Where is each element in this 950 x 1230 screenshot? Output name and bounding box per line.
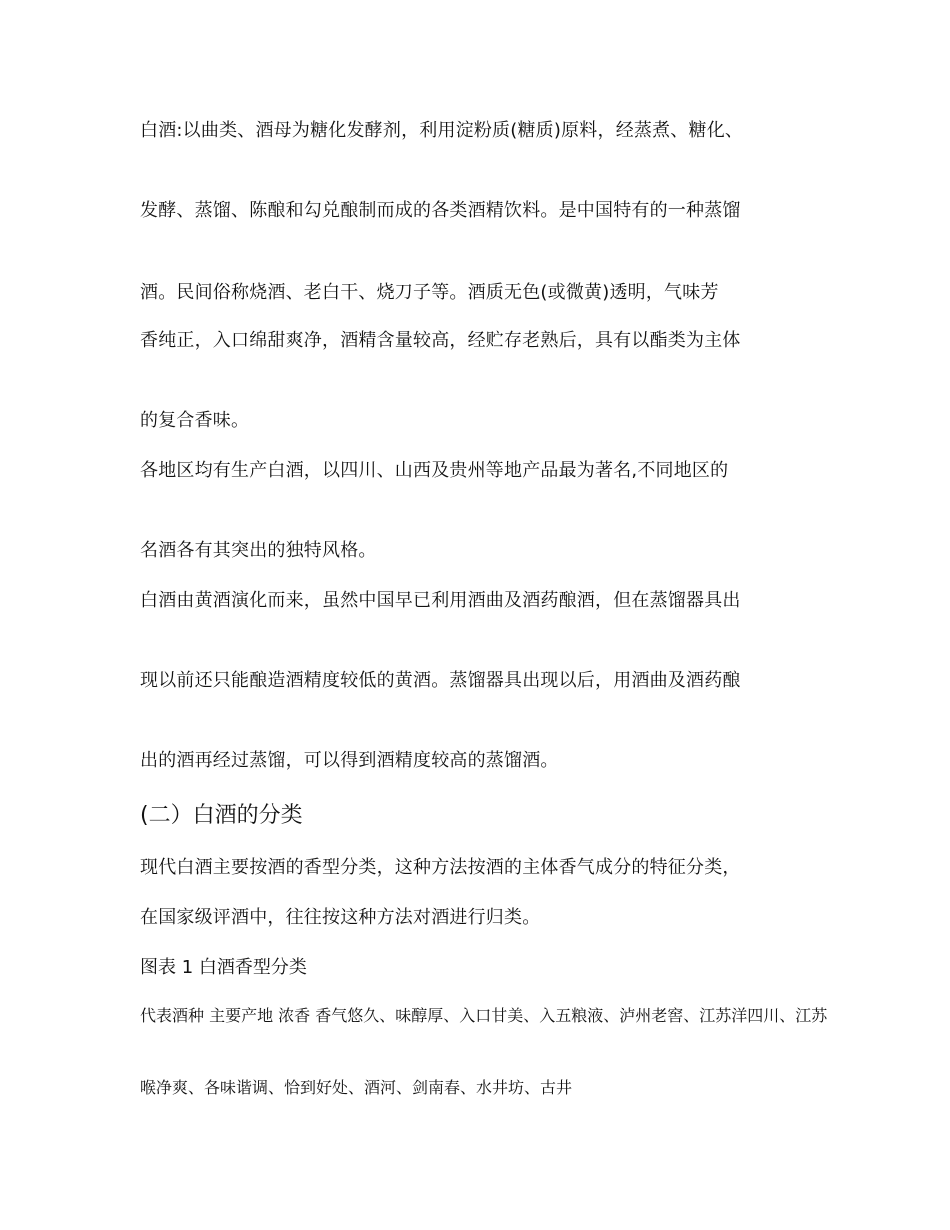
section-paragraph-2: 在国家级评酒中，往往按这种方法对酒进行归类。 [140,907,541,928]
paragraph-7: 名酒各有其突出的独特风格。 [140,540,377,561]
paragraph-1: 白酒:以曲类、酒母为糖化发酵剂，利用淀粉质(糖质)原料，经蒸煮、糖化、 [140,120,744,141]
paragraph-9: 现以前还只能酿造酒精度较低的黄酒。蒸馏器具出现以后，用酒曲及酒药酿 [140,670,741,691]
paragraph-10: 出的酒再经过蒸馏，可以得到酒精度较高的蒸馏酒。 [140,750,559,771]
figure-caption: 图表 1 白酒香型分类 [140,957,307,978]
paragraph-8: 白酒由黄酒演化而来，虽然中国早已利用酒曲及酒药酿酒，但在蒸馏器具出 [140,590,741,611]
table-text-line-1: 代表酒种 主要产地 浓香 香气悠久、味醇厚、入口甘美、入五粮液、泸州老窖、江苏洋四川、江苏 [140,1006,828,1025]
paragraph-5: 的复合香味。 [140,410,250,431]
paragraph-3: 酒。民间俗称烧酒、老白干、烧刀子等。酒质无色(或微黄)透明，气味芳 [140,282,719,303]
paragraph-6: 各地区均有生产白酒，以四川、山西及贵州等地产品最为著名,不同地区的 [140,460,729,481]
section-paragraph-1: 现代白酒主要按酒的香型分类，这种方法按酒的主体香气成分的特征分类， [140,857,741,878]
paragraph-2: 发酵、蒸馏、陈酿和勾兑酿制而成的各类酒精饮料。是中国特有的一种蒸馏 [140,200,741,221]
section-heading: (二）白酒的分类 [140,803,303,828]
paragraph-4: 香纯正，入口绵甜爽净，酒精含量较高，经贮存老熟后，具有以酯类为主体 [140,330,741,351]
table-text-line-2: 喉净爽、各味谐调、恰到好处、酒河、剑南春、水井坊、古井 [140,1078,573,1097]
